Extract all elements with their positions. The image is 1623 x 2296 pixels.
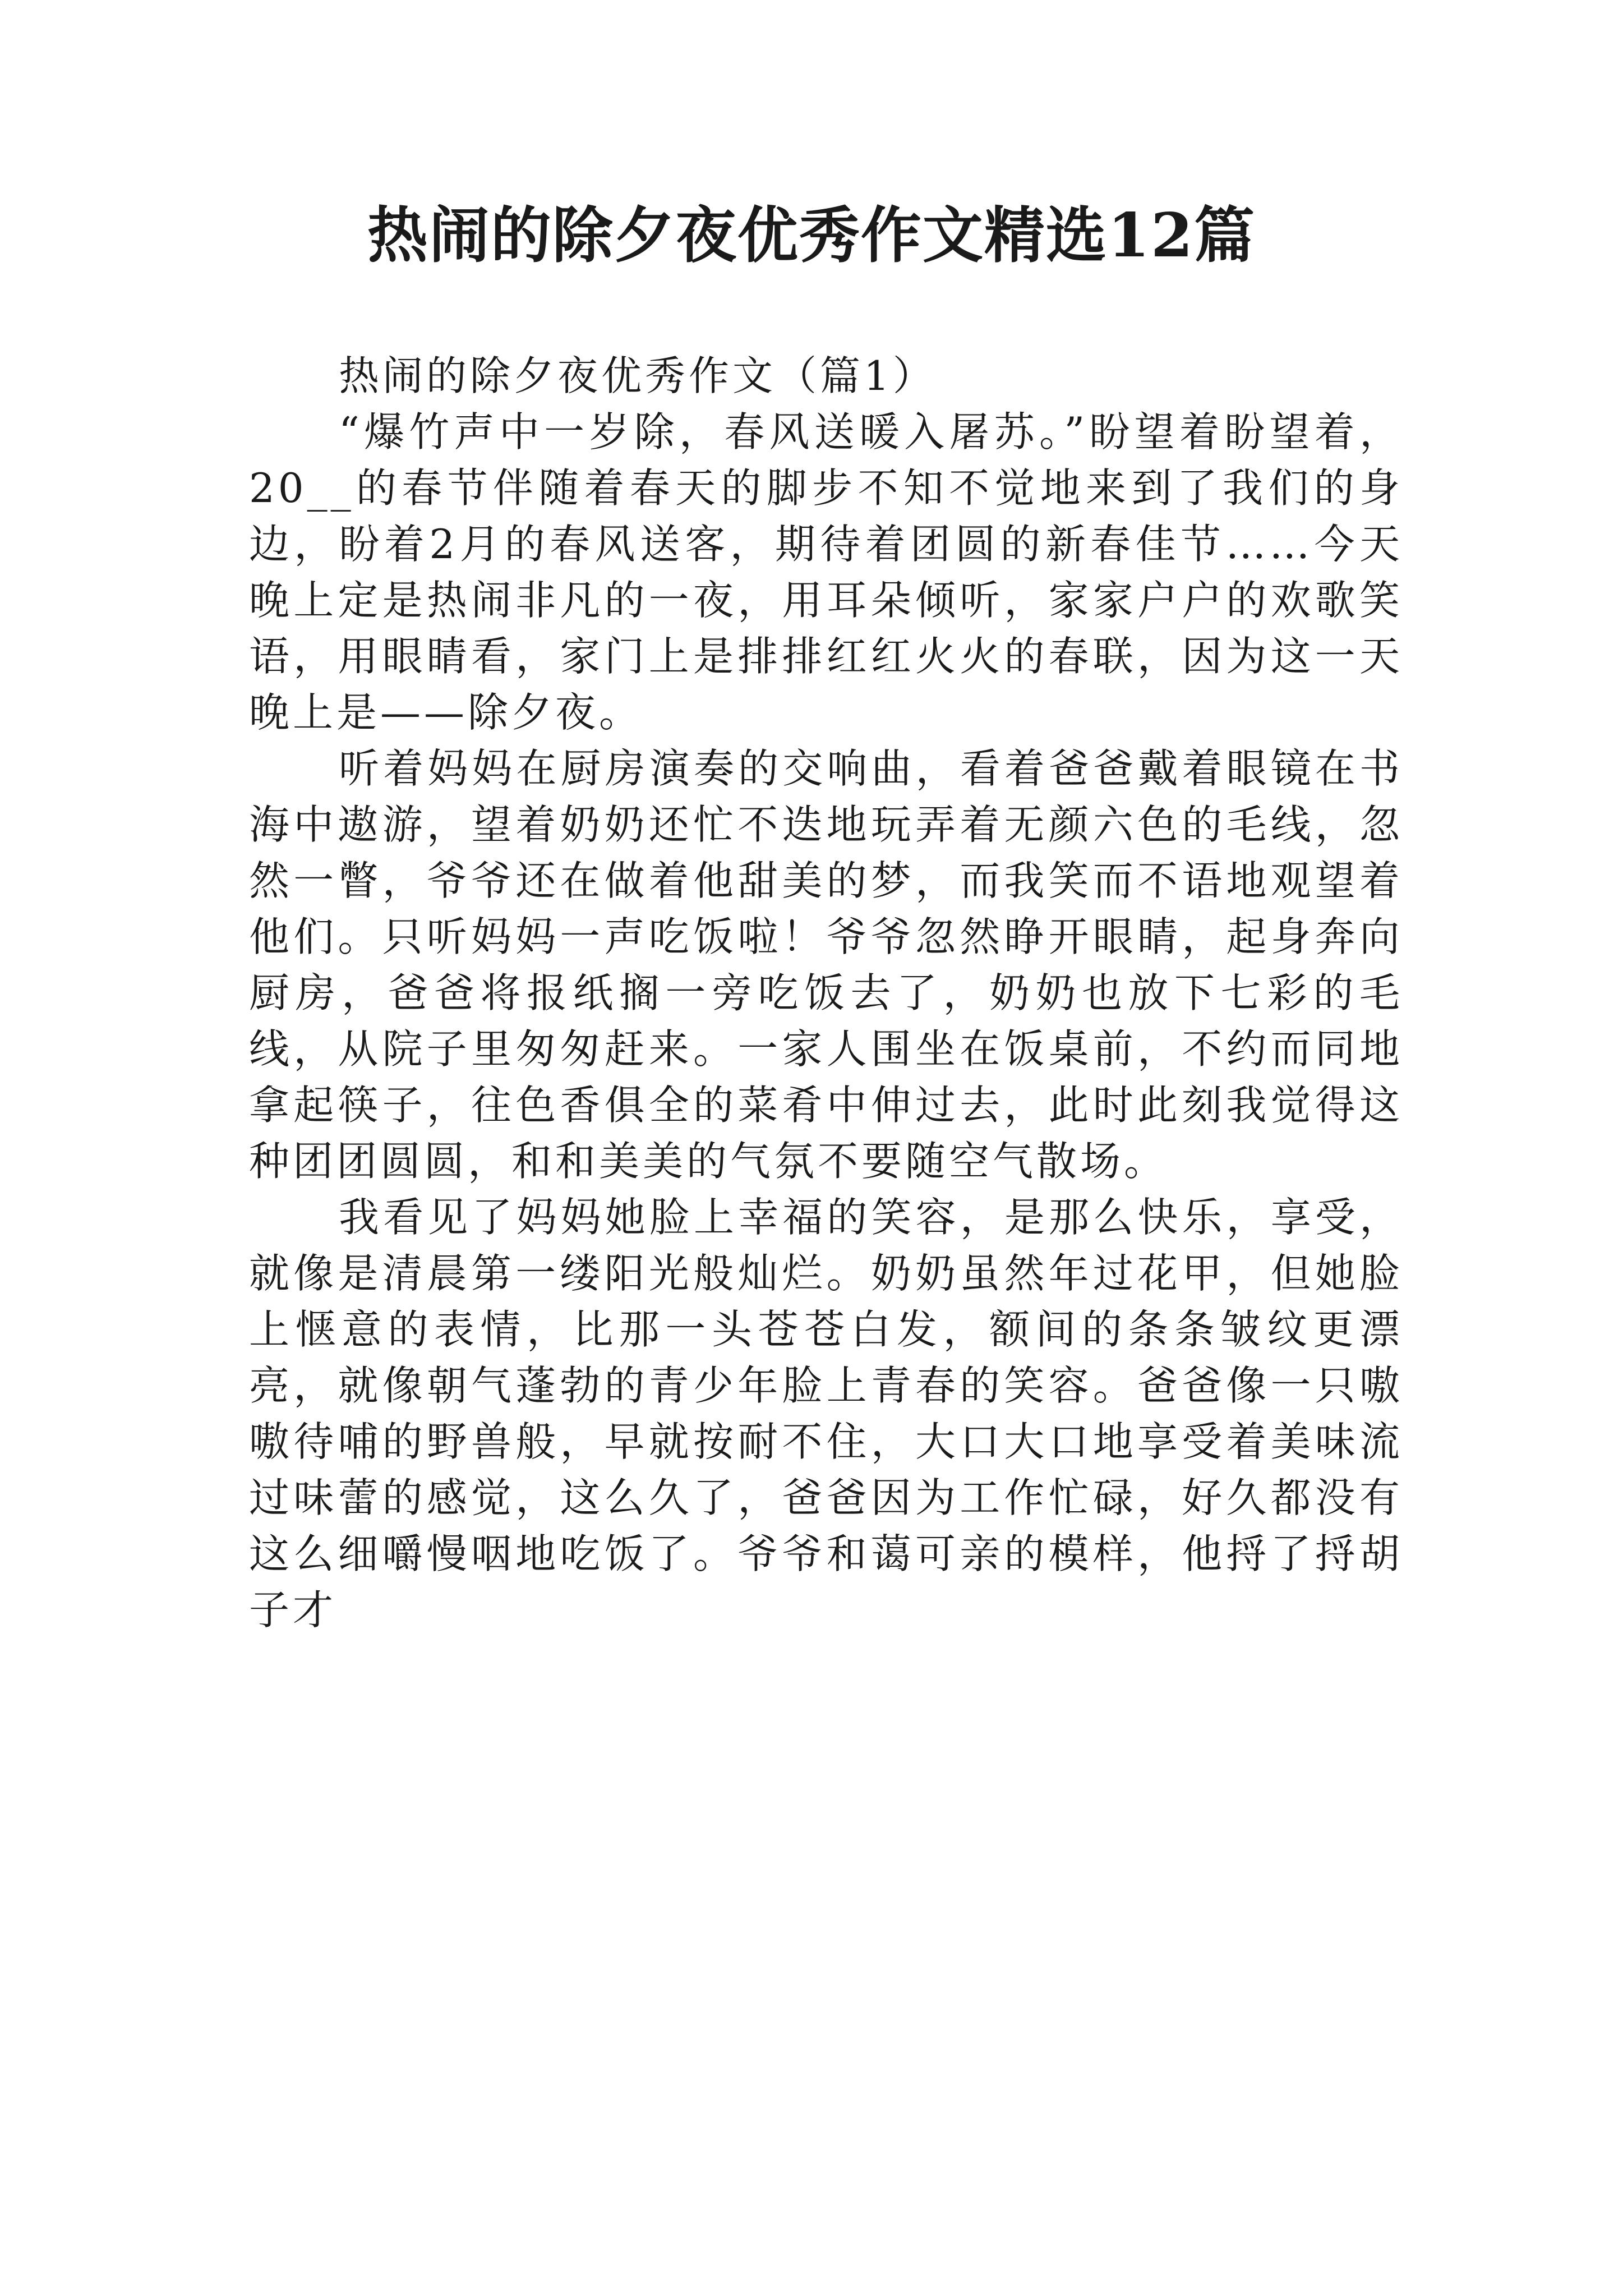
paragraph-3: 我看见了妈妈她脸上幸福的笑容，是那么快乐，享受，就像是清晨第一缕阳光般灿烂。奶奶虽然年过花甲，但她脸上惬意的表情，比那一头苍苍白发，额间的条条皱纹更漂亮，就像朝气蓬勃的青少年脸上青春的笑容。爸爸像一只嗷嗷待哺的野兽般，早就按耐不住，大口大口地享受着美味流过味蕾的感觉，这么久了，爸爸因为工作忙碌，好久都没有这么细嚼慢咽地吃饭了。爷爷和蔼可亲的模样，他捋了捋胡子才 <box>249 1194 1403 1634</box>
section-heading: 热闹的除夕夜优秀作文（篇1） <box>339 352 937 399</box>
document-body <box>249 348 1403 1638</box>
document-title: 热闹的除夕夜优秀作文精选12篇 <box>367 200 1256 271</box>
paragraph-1: “爆竹声中一岁除，春风送暖入屠苏。”盼望着盼望着，20__的春节伴随着春天的脚步不知不觉地来到了我们的身边，盼着2月的春风送客，期待着团圆的新春佳节……今天晚上定是热闹非凡的一夜，用耳朵倾听，家家户户的欢歌笑语，用眼睛看，家门上是排排红红火火的春联，因为这一天晚上是——除夕夜。 <box>249 408 1403 736</box>
paragraph-2: 听着妈妈在厨房演奏的交响曲，看着爸爸戴着眼镜在书海中遨游，望着奶奶还忙不迭地玩弄着无颜六色的毛线，忽然一瞥，爷爷还在做着他甜美的梦，而我笑而不语地观望着他们。只听妈妈一声吃饭啦！爷爷忽然睁开眼睛，起身奔向厨房，爸爸将报纸搁一旁吃饭去了，奶奶也放下七彩的毛线，从院子里匆匆赶来。一家人围坐在饭桌前，不约而同地拿起筷子，往色香俱全的菜肴中伸过去，此时此刻我觉得这种团团圆圆，和和美美的气氛不要随空气散场。 <box>249 745 1403 1185</box>
